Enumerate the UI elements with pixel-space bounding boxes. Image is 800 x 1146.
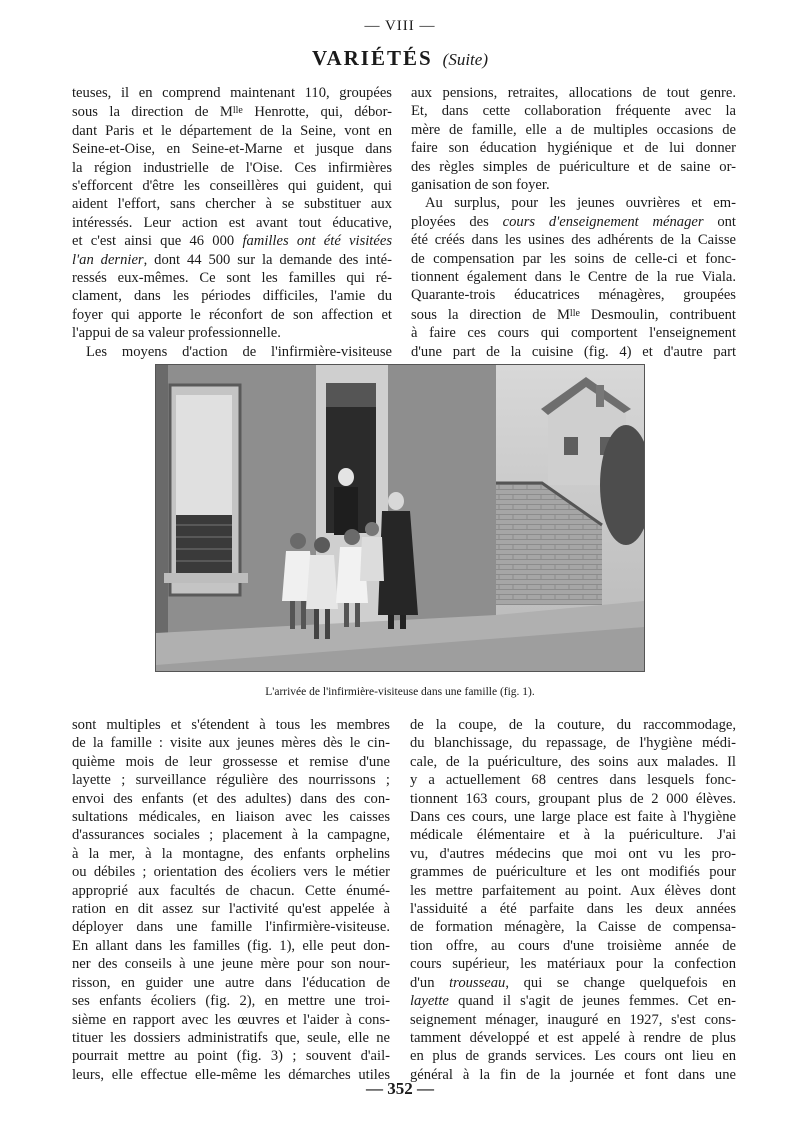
text-line: Seine-et-Oise, en Seine-et-Marne et jusque dans bbox=[72, 141, 392, 158]
text-line: cours supérieur, les matériaux pour la confection bbox=[410, 956, 736, 973]
text-line: layette ; surveillance régulière des nourrissons ; bbox=[72, 772, 390, 789]
text-line: à la mer, à la montagne, des enfants orphelins bbox=[72, 845, 390, 862]
window-sill bbox=[164, 573, 248, 583]
text-line: aux pensions, retraites, allocations de tout genre. bbox=[411, 85, 736, 101]
column-top-right bbox=[411, 84, 736, 361]
text-line: clament, dans les périodes difficiles, l'amie du bbox=[72, 288, 392, 305]
text-line: la région industrielle de l'Oise. Ces infirmières bbox=[72, 159, 392, 176]
text-line: tamment développé et est appelé à rendre de plus bbox=[410, 1029, 736, 1046]
text-line: vu, d'autres médecins que moi ont vu les pro- bbox=[410, 845, 736, 862]
text-line: Et, dans cette collaboration fréquente avec la bbox=[411, 103, 736, 120]
text-line: été créés dans les usines des adhérents de la Caisse bbox=[411, 232, 736, 249]
text-line: d'un trousseau, qui se change quelquefois en bbox=[410, 974, 736, 991]
text-line: ration en dit assez sur l'activité qu'est appelée à bbox=[72, 901, 390, 918]
text-line: de la coupe, de la couture, du raccommodage, bbox=[410, 717, 736, 733]
section-title: VARIÉTÉS bbox=[312, 46, 433, 70]
text-line: à faire ces cours qui comportent l'enseignement bbox=[411, 325, 736, 342]
photo-illustration bbox=[156, 365, 644, 671]
section-heading bbox=[0, 46, 800, 71]
text-line: Les moyens d'action de l'infirmière-visiteuse bbox=[86, 343, 392, 360]
text-line: ployées des cours d'enseignement ménager ont bbox=[411, 213, 736, 230]
text-line: leurs, elle effectue elle-même les démarches utiles bbox=[72, 1066, 390, 1083]
text-line: aident l'effort, sans chercher à se substituer aux bbox=[72, 196, 392, 213]
text-line: seignement ménager, inauguré en 1927, s'est cons- bbox=[410, 1011, 736, 1028]
text-line: en plus de grands services. Les cours ont lieu en bbox=[410, 1048, 736, 1065]
nurse-visitor bbox=[388, 492, 404, 510]
text-line: général à la fin de la journée et font dans une bbox=[410, 1066, 736, 1083]
text-line: tion offre, au cours d'une troisième année de bbox=[410, 937, 736, 954]
text-line: y a actuellement 68 centres dans lesquels fonc- bbox=[410, 772, 736, 789]
text-line: En allant dans les familles (fig. 1), elle peut don- bbox=[72, 937, 390, 954]
text-line: Au surplus, pour les jeunes ouvrières et em- bbox=[425, 195, 736, 212]
text-line: l'assiduité a été parfaite dans les deux années bbox=[410, 901, 736, 918]
text-line: sous la direction de $M^{lle}$ Desmoulin, contribuent bbox=[411, 306, 736, 323]
text-line: teuses, il en comprend maintenant 110, groupées bbox=[72, 85, 392, 101]
page-number: — 352 — bbox=[366, 1079, 434, 1098]
figure-photograph bbox=[155, 364, 645, 672]
text-line: Dans ces cours, une large place est faite à l'hygiène bbox=[410, 809, 736, 826]
text-line: l'an dernier, dont 44 500 sur la demande des inté- bbox=[72, 251, 392, 268]
text-line: pourrait mettre au point (fig. 3) ; souvent d'ail- bbox=[72, 1048, 390, 1065]
text-line: sous la direction de $M^{lle}$ Henrotte, qui, débor- bbox=[72, 104, 392, 121]
text-line: les mettre parfaitement au point. Aux élèves dont bbox=[410, 882, 736, 899]
text-line: ner des conseils à une jeune mère pour son nour- bbox=[72, 956, 390, 973]
text-line: mère de famille, elle a de multiples occasions de bbox=[411, 121, 736, 138]
text-line: sultations médicales, en liaison avec les caisses bbox=[72, 809, 390, 826]
column-bottom-right bbox=[410, 716, 736, 1084]
text-line: cale, de la puériculture, des soins aux malades. Il bbox=[410, 753, 736, 770]
text-line: tituer les dossiers administratifs que, seule, elle ne bbox=[72, 1029, 390, 1046]
text-line: quième mois de leur grossesse et remise d'une bbox=[72, 753, 390, 770]
text-line: et c'est ainsi que 46 000 familles ont été visitées bbox=[72, 233, 392, 250]
section-subtitle: (Suite) bbox=[442, 50, 488, 69]
text-line: intéressés. Leur action est avant tout éducative, bbox=[72, 214, 392, 231]
text-line: de compensation par les soins de celle-ci et fonc- bbox=[411, 250, 736, 267]
text-line: ou débiles ; orientation des écoliers vers le métier bbox=[72, 864, 390, 881]
text-line: sont multiples et s'étendent à tous les membres bbox=[72, 717, 390, 733]
text-line: sième en rapport avec les œuvres et l'aider à cons- bbox=[72, 1011, 390, 1028]
text-line: des règles simples de puériculture et de saine or- bbox=[411, 158, 736, 175]
text-line: tionnent 163 cours, groupant plus de 2 000 élèves. bbox=[410, 790, 736, 807]
text-line: foyer qui apporte le réconfort de son affection et bbox=[72, 306, 392, 323]
text-line: dant Paris et le département de la Seine, vont en bbox=[72, 122, 392, 139]
column-top-left bbox=[72, 84, 392, 361]
text-line: ses enfants écoliers (fig. 2), en mettre une troi- bbox=[72, 993, 390, 1010]
text-line: grammes de puériculture et les ont modifiés pour bbox=[410, 864, 736, 881]
text-line: risson, en guider une autre dans l'éducation de bbox=[72, 974, 390, 991]
text-line: tionnent également dans le Centre de la rue Viala. bbox=[411, 269, 736, 286]
column-bottom-left bbox=[72, 716, 390, 1084]
text-line: de la famille : visite aux jeunes mères dès le cin- bbox=[72, 735, 390, 752]
text-line: envoi des enfants (et des adultes) dans des con- bbox=[72, 790, 390, 807]
text-line: déployer dans une famille l'infirmière-visiteuse. bbox=[72, 919, 390, 936]
woman-in-doorway bbox=[338, 468, 354, 486]
text-line: Quarante-trois éducatrices ménagères, groupées bbox=[411, 287, 736, 304]
text-line: du blanchissage, du repassage, de l'hygiène médi- bbox=[410, 735, 736, 752]
text-line: s'efforcent d'être les conseillères qui guident, qui bbox=[72, 178, 392, 195]
text-line: approprié aux facultés de chacun. Cette énumé- bbox=[72, 882, 390, 899]
text-line: médicale élémentaire et à la puériculture. J'ai bbox=[410, 827, 736, 844]
text-line: de formation ménagère, la Caisse de compensa- bbox=[410, 919, 736, 936]
text-line: d'assurances sociales ; placement à la campagne, bbox=[72, 827, 390, 844]
figure-caption: L'arrivée de l'infirmière-visiteuse dans une famille (fig. 1). bbox=[265, 686, 535, 698]
text-line: l'appui de sa valeur professionnelle. bbox=[72, 325, 281, 342]
text-line: faire son éducation hygiénique et de lui donner bbox=[411, 140, 736, 157]
text-line: ressés eux-mêmes. Ce sont les familles qui ré- bbox=[72, 270, 392, 287]
text-line: d'une part de la cuisine (fig. 4) et d'autre part bbox=[411, 343, 736, 360]
text-line: ganisation de son foyer. bbox=[411, 177, 550, 194]
roman-page-number: — VIII — bbox=[364, 18, 436, 34]
text-line: layette quand il s'agit de jeunes femmes. Cet en- bbox=[410, 993, 736, 1010]
